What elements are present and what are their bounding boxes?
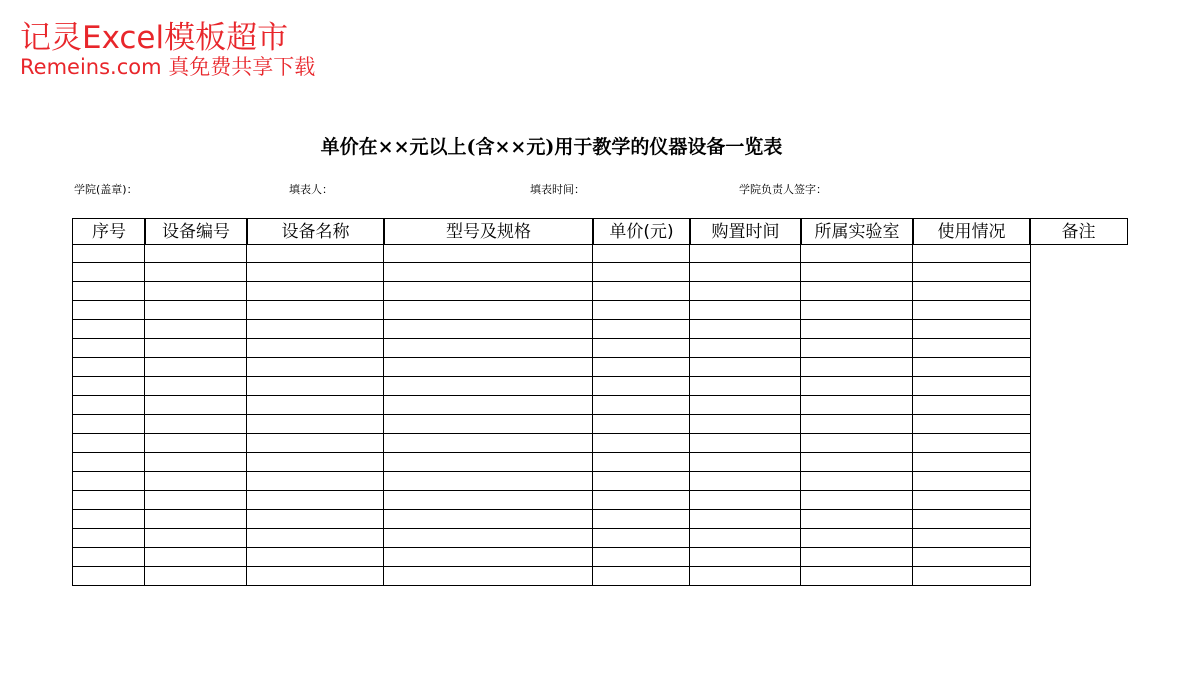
table-cell — [592, 263, 690, 282]
table-cell — [246, 567, 384, 586]
table-cell — [144, 320, 247, 339]
table-cell — [800, 301, 913, 320]
table-cell — [144, 415, 247, 434]
table-cell — [689, 472, 801, 491]
table-cell — [912, 472, 1031, 491]
table-cell — [592, 282, 690, 301]
table-cell — [144, 510, 247, 529]
table-cell — [144, 339, 247, 358]
table-cell — [912, 510, 1031, 529]
table-cell — [689, 320, 801, 339]
table-cell — [383, 263, 593, 282]
table-cell — [592, 453, 690, 472]
table-cell — [383, 377, 593, 396]
table-cell — [800, 491, 913, 510]
table-cell — [800, 244, 913, 263]
table-cell — [246, 529, 384, 548]
table-cell — [246, 263, 384, 282]
table-cell — [246, 244, 384, 263]
table-cell — [144, 453, 247, 472]
table-cell — [592, 377, 690, 396]
table-cell — [383, 472, 593, 491]
table-cell — [800, 263, 913, 282]
table-cell — [689, 529, 801, 548]
table-cell — [912, 396, 1031, 415]
table-cell — [592, 510, 690, 529]
table-cell — [246, 491, 384, 510]
table-cell — [246, 301, 384, 320]
header-model-spec: 型号及规格 — [383, 218, 594, 245]
table-cell — [72, 529, 145, 548]
table-cell — [72, 339, 145, 358]
table-cell — [800, 339, 913, 358]
table-cell — [592, 529, 690, 548]
table-cell — [72, 320, 145, 339]
table-cell — [592, 567, 690, 586]
table-cell — [912, 282, 1031, 301]
table-cell — [912, 529, 1031, 548]
table-cell — [912, 453, 1031, 472]
table-cell — [592, 548, 690, 567]
table-cell — [800, 567, 913, 586]
table-cell — [383, 510, 593, 529]
table-cell — [383, 320, 593, 339]
fill-time-label: 填表时间： — [530, 183, 585, 196]
table-cell — [800, 358, 913, 377]
table-cell — [689, 244, 801, 263]
table-cell — [689, 377, 801, 396]
college-stamp-label: 学院(盖章)： — [74, 183, 138, 196]
table-cell — [383, 567, 593, 586]
header-remarks: 备注 — [1029, 218, 1128, 245]
table-cell — [383, 339, 593, 358]
table-cell — [246, 415, 384, 434]
table-cell — [689, 510, 801, 529]
table-cell — [912, 377, 1031, 396]
table-cell — [72, 282, 145, 301]
header-purchase-time: 购置时间 — [689, 218, 802, 245]
header-equipment-name: 设备名称 — [246, 218, 385, 245]
table-cell — [592, 396, 690, 415]
table-cell — [383, 396, 593, 415]
document-title: 单价在××元以上(含××元)用于教学的仪器设备一览表 — [320, 136, 783, 158]
table-cell — [144, 377, 247, 396]
table-cell — [800, 453, 913, 472]
table-cell — [246, 510, 384, 529]
table-cell — [246, 320, 384, 339]
table-cell — [144, 301, 247, 320]
header-usage-status: 使用情况 — [912, 218, 1031, 245]
header-serial-number: 序号 — [72, 218, 146, 245]
table-cell — [72, 491, 145, 510]
table-cell — [689, 567, 801, 586]
table-cell — [912, 548, 1031, 567]
table-cell — [689, 453, 801, 472]
table-cell — [383, 434, 593, 453]
table-cell — [246, 377, 384, 396]
table-cell — [800, 377, 913, 396]
table-cell — [72, 567, 145, 586]
table-cell — [689, 339, 801, 358]
table-cell — [912, 491, 1031, 510]
table-cell — [912, 320, 1031, 339]
table-cell — [912, 434, 1031, 453]
table-cell — [689, 263, 801, 282]
table-cell — [800, 320, 913, 339]
table-cell — [144, 358, 247, 377]
table-cell — [383, 244, 593, 263]
table-cell — [72, 415, 145, 434]
table-cell — [72, 301, 145, 320]
table-cell — [144, 434, 247, 453]
table-cell — [800, 415, 913, 434]
table-cell — [912, 358, 1031, 377]
table-cell — [72, 510, 145, 529]
table-cell — [246, 396, 384, 415]
table-cell — [592, 339, 690, 358]
table-cell — [800, 529, 913, 548]
table-cell — [592, 244, 690, 263]
table-cell — [912, 244, 1031, 263]
table-cell — [72, 396, 145, 415]
table-cell — [246, 282, 384, 301]
filler-label: 填表人： — [289, 183, 333, 196]
table-cell — [246, 472, 384, 491]
watermark-title: 记灵Excel模板超市 — [20, 20, 289, 56]
table-cell — [246, 453, 384, 472]
header-unit-price: 单价(元) — [592, 218, 691, 245]
table-cell — [383, 491, 593, 510]
table-cell — [689, 282, 801, 301]
table-cell — [592, 472, 690, 491]
table-cell — [144, 567, 247, 586]
table-cell — [383, 415, 593, 434]
table-cell — [800, 472, 913, 491]
table-cell — [144, 529, 247, 548]
table-cell — [912, 301, 1031, 320]
table-cell — [592, 415, 690, 434]
table-cell — [800, 282, 913, 301]
table-cell — [72, 377, 145, 396]
table-cell — [592, 301, 690, 320]
table-cell — [383, 548, 593, 567]
table-cell — [912, 567, 1031, 586]
table-cell — [689, 301, 801, 320]
signer-label: 学院负责人签字： — [739, 183, 827, 196]
table-cell — [72, 244, 145, 263]
table-cell — [144, 263, 247, 282]
table-cell — [383, 282, 593, 301]
table-cell — [144, 491, 247, 510]
table-cell — [689, 415, 801, 434]
table-cell — [689, 396, 801, 415]
table-cell — [144, 548, 247, 567]
table-cell — [800, 434, 913, 453]
table-cell — [72, 548, 145, 567]
table-cell — [72, 263, 145, 282]
table-cell — [689, 434, 801, 453]
table-cell — [912, 339, 1031, 358]
table-cell — [800, 510, 913, 529]
table-cell — [246, 434, 384, 453]
table-cell — [592, 358, 690, 377]
watermark-subtitle: Remeins.com 真免费共享下载 — [20, 55, 316, 79]
table-cell — [592, 491, 690, 510]
table-cell — [246, 339, 384, 358]
table-cell — [912, 415, 1031, 434]
table-cell — [912, 263, 1031, 282]
table-cell — [246, 548, 384, 567]
table-cell — [383, 301, 593, 320]
table-cell — [383, 358, 593, 377]
table-cell — [72, 358, 145, 377]
table-cell — [689, 358, 801, 377]
table-cell — [800, 396, 913, 415]
table-cell — [72, 434, 145, 453]
table-cell — [246, 358, 384, 377]
table-cell — [144, 244, 247, 263]
table-cell — [72, 472, 145, 491]
table-cell — [72, 453, 145, 472]
table-cell — [144, 472, 247, 491]
table-cell — [144, 282, 247, 301]
header-laboratory: 所属实验室 — [800, 218, 914, 245]
table-cell — [144, 396, 247, 415]
table-cell — [592, 434, 690, 453]
table-cell — [689, 548, 801, 567]
table-cell — [689, 491, 801, 510]
header-equipment-code: 设备编号 — [144, 218, 248, 245]
table-cell — [383, 529, 593, 548]
table-cell — [592, 320, 690, 339]
table-cell — [383, 453, 593, 472]
table-cell — [800, 548, 913, 567]
